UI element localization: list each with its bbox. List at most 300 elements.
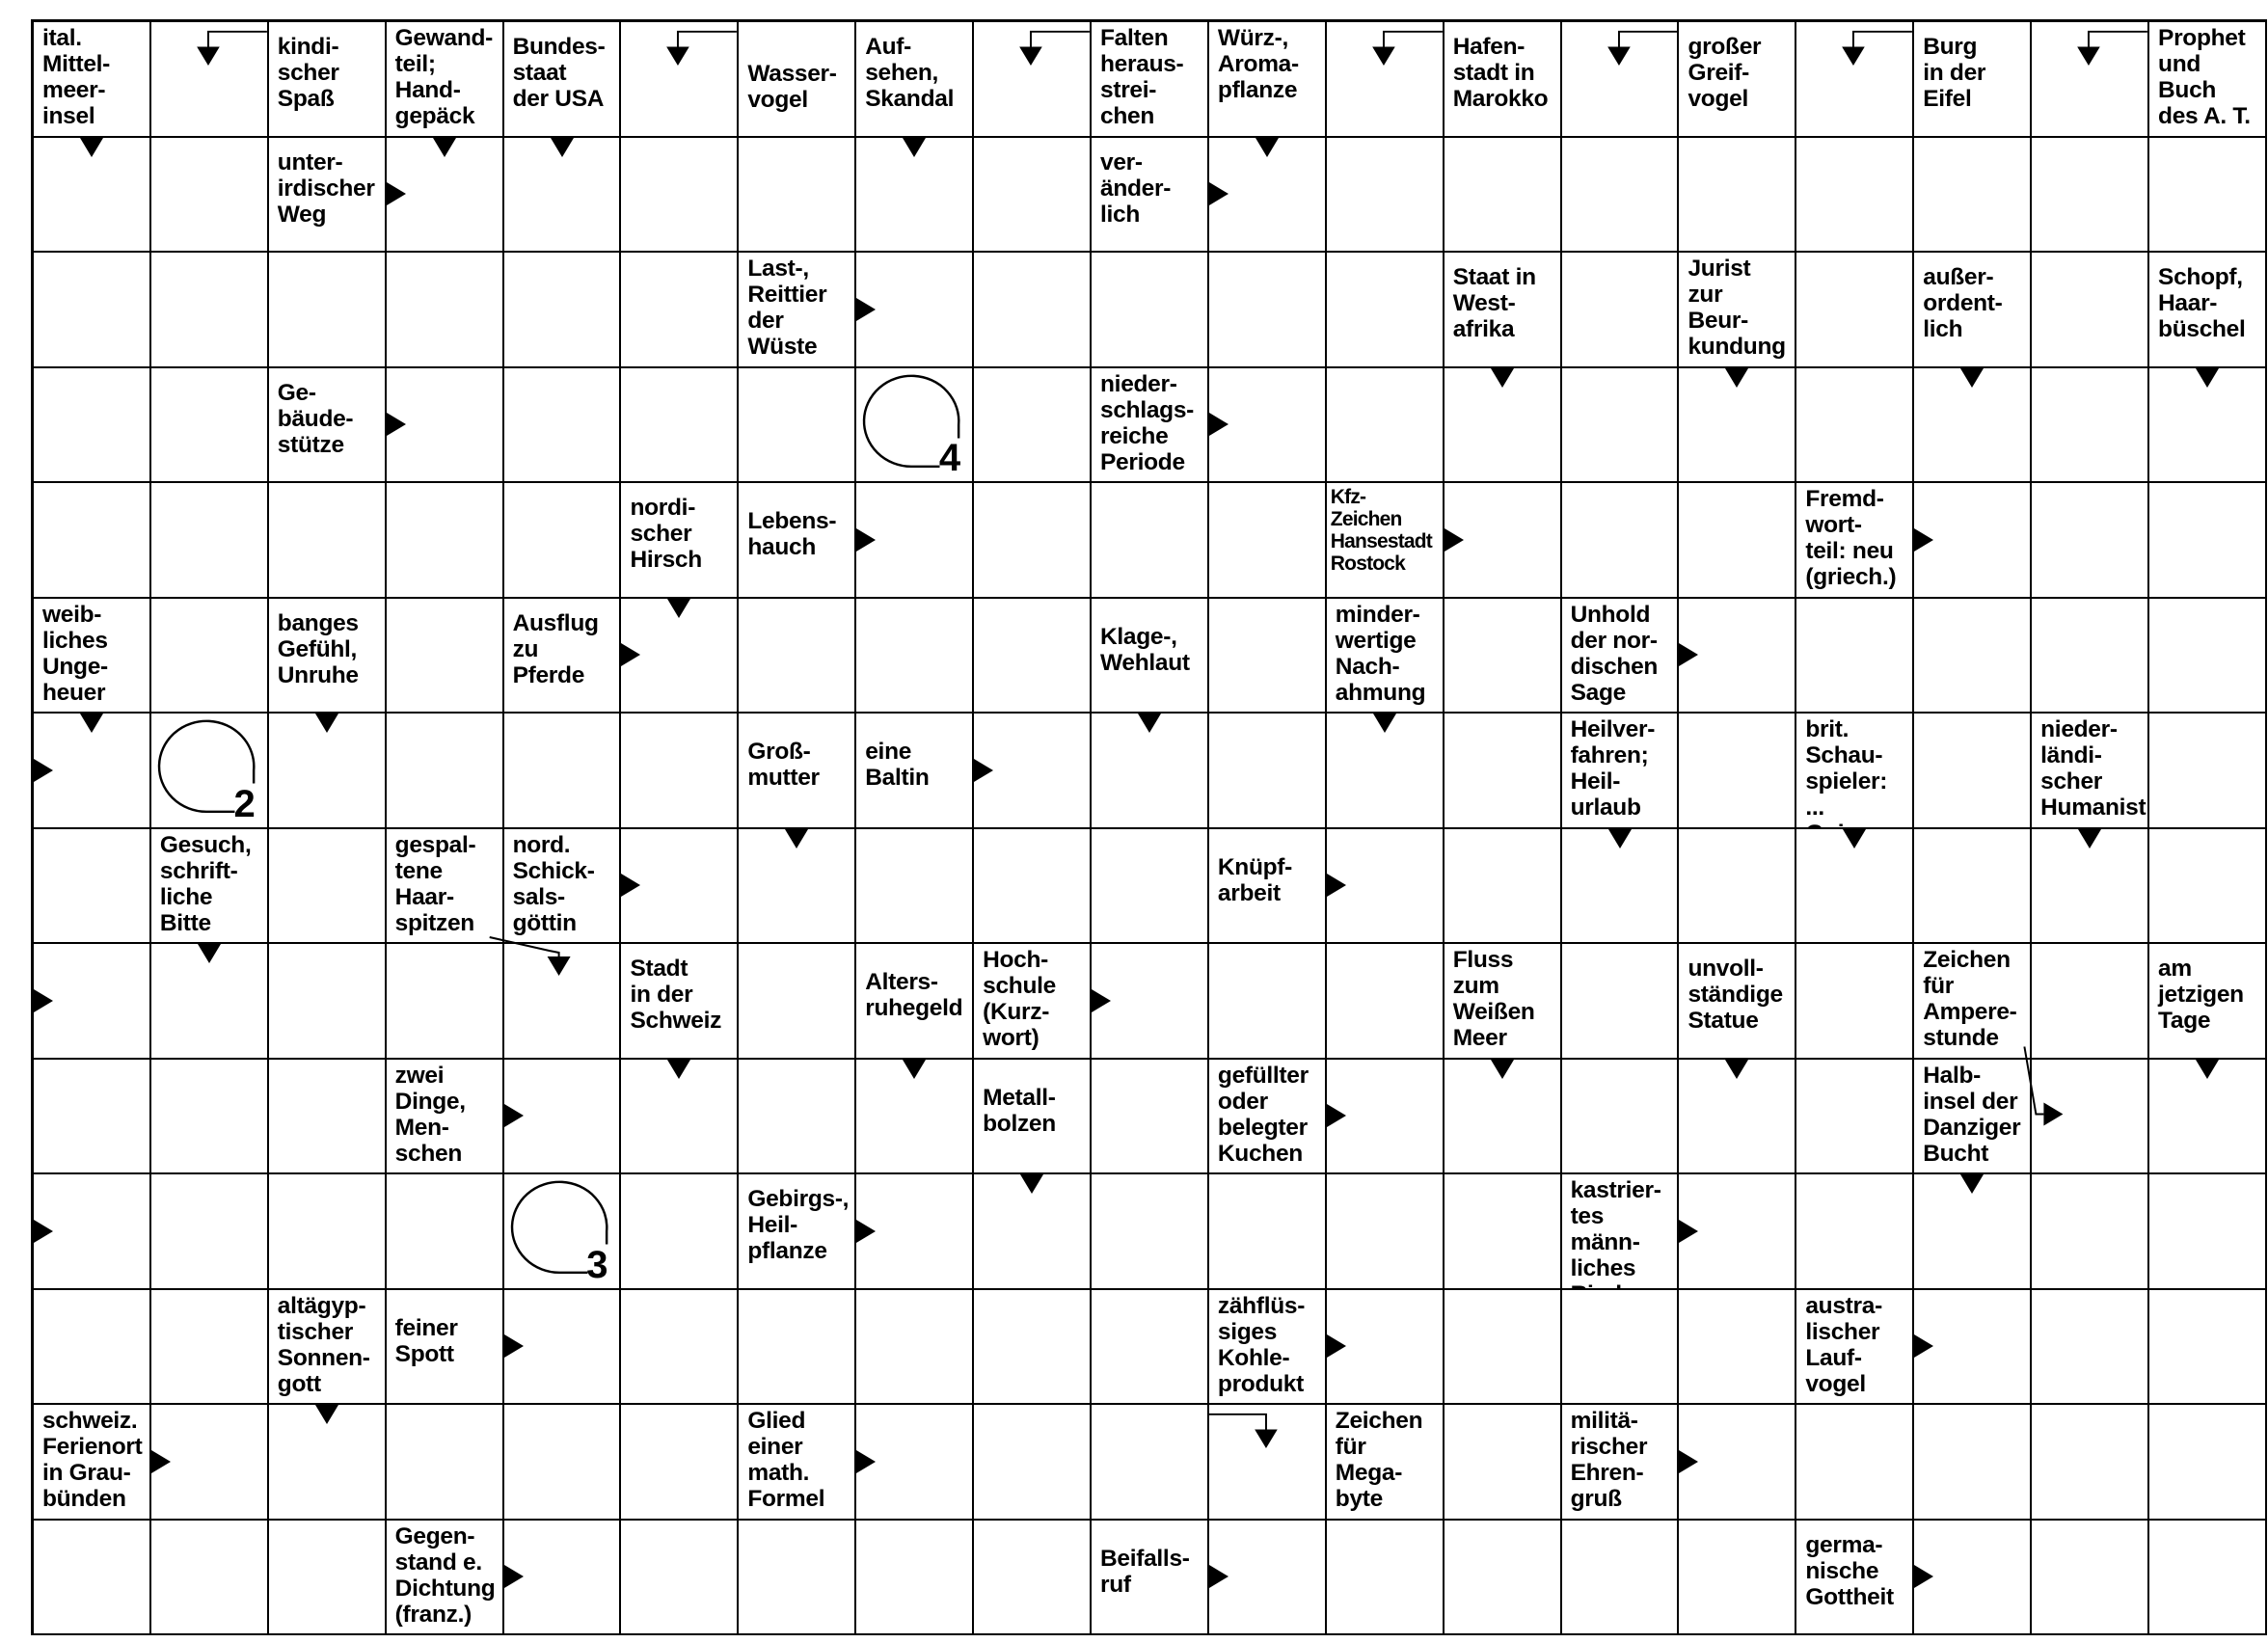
clue-cell bbox=[739, 22, 856, 138]
arrow-right-icon bbox=[1327, 1104, 1346, 1127]
arrow-down-icon bbox=[1491, 1060, 1514, 1079]
clue-text: Gewand- teil; Hand- gepäck bbox=[394, 25, 494, 129]
answer-cell[interactable] bbox=[739, 138, 856, 254]
clue-cell bbox=[1796, 714, 1914, 829]
arrow-right-icon bbox=[1914, 1565, 1933, 1588]
arrow-right-icon bbox=[974, 759, 993, 782]
clue-text: germa- nische Gottheit bbox=[1805, 1531, 1894, 1610]
answer-cell[interactable] bbox=[621, 138, 739, 254]
clue-text: Metall- bolzen bbox=[983, 1084, 1056, 1137]
clue-cell bbox=[1444, 253, 1562, 368]
clue-text: militä- rischer Ehren- gruß bbox=[1570, 1408, 1648, 1512]
arrow-bent-icon bbox=[621, 22, 737, 136]
answer-cell[interactable] bbox=[1209, 714, 1327, 829]
solution-number: 2 bbox=[233, 782, 256, 825]
clue-cell bbox=[387, 829, 504, 945]
answer-cell[interactable] bbox=[2032, 1174, 2149, 1290]
clue-text: gespal- tene Haar- spitzen bbox=[394, 831, 476, 936]
answer-cell[interactable] bbox=[856, 1290, 974, 1406]
clue-text: minder- wertige Nach- ahmung bbox=[1335, 601, 1426, 706]
clue-text: Beifalls- ruf bbox=[1100, 1545, 1190, 1598]
answer-cell[interactable] bbox=[151, 1060, 269, 1175]
answer-cell[interactable] bbox=[1327, 944, 1444, 1060]
clue-text: nord. Schick- sals- göttin bbox=[512, 831, 595, 936]
answer-cell[interactable] bbox=[1796, 944, 1914, 1060]
answer-cell[interactable] bbox=[34, 944, 151, 1060]
answer-cell[interactable] bbox=[856, 829, 974, 945]
answer-cell[interactable] bbox=[974, 1405, 1092, 1521]
answer-cell[interactable] bbox=[739, 599, 856, 714]
clue-text: Bundes- staat der USA bbox=[512, 34, 606, 112]
answer-cell[interactable] bbox=[1327, 368, 1444, 484]
answer-cell[interactable] bbox=[1679, 1521, 1796, 1636]
answer-cell[interactable] bbox=[1562, 483, 1680, 599]
arrow-right-icon bbox=[1209, 182, 1228, 205]
answer-cell[interactable] bbox=[387, 1405, 504, 1521]
answer-cell[interactable] bbox=[1327, 1521, 1444, 1636]
arrow-right-icon bbox=[504, 1565, 524, 1588]
arrow-down-icon bbox=[2196, 368, 2219, 388]
clue-text: zähflüs- siges Kohle- produkt bbox=[1217, 1292, 1306, 1397]
answer-cell[interactable] bbox=[1444, 1290, 1562, 1406]
clue-cell bbox=[34, 1405, 151, 1521]
answer-cell[interactable] bbox=[387, 714, 504, 829]
answer-cell[interactable] bbox=[387, 1174, 504, 1290]
answer-cell[interactable] bbox=[1209, 944, 1327, 1060]
clue-cell bbox=[504, 22, 622, 138]
arrow-down-icon bbox=[785, 829, 808, 848]
answer-cell[interactable] bbox=[1796, 22, 1914, 138]
answer-cell[interactable] bbox=[387, 253, 504, 368]
answer-cell[interactable] bbox=[151, 1521, 269, 1636]
answer-cell[interactable] bbox=[1209, 253, 1327, 368]
clue-cell bbox=[621, 483, 739, 599]
answer-cell[interactable] bbox=[34, 253, 151, 368]
clue-cell bbox=[504, 829, 622, 945]
clue-text: Burg in der Eifel bbox=[1923, 34, 1986, 112]
clue-text: Groß- mutter bbox=[747, 739, 820, 791]
answer-cell[interactable] bbox=[1444, 714, 1562, 829]
answer-cell[interactable] bbox=[739, 1521, 856, 1636]
clue-cell bbox=[269, 1290, 387, 1406]
arrow-bent-icon bbox=[1209, 1405, 1325, 1519]
answer-cell[interactable] bbox=[504, 368, 622, 484]
answer-cell[interactable] bbox=[269, 483, 387, 599]
clue-cell bbox=[1092, 22, 1209, 138]
arrow-down-icon bbox=[1608, 829, 1632, 848]
clue-cell bbox=[1209, 1290, 1327, 1406]
clue-text: ver- änder- lich bbox=[1100, 148, 1172, 228]
clue-cell bbox=[1796, 1290, 1914, 1406]
clue-cell bbox=[1562, 1174, 1680, 1290]
arrow-bent-icon bbox=[1562, 22, 1678, 136]
answer-cell[interactable] bbox=[1444, 829, 1562, 945]
clue-cell bbox=[856, 944, 974, 1060]
answer-cell[interactable] bbox=[1092, 1060, 1209, 1175]
answer-cell[interactable] bbox=[1092, 253, 1209, 368]
answer-cell[interactable] bbox=[2032, 1290, 2149, 1406]
answer-cell[interactable] bbox=[34, 1290, 151, 1406]
clue-text: Stadt in der Schweiz bbox=[630, 956, 722, 1034]
arrow-right-icon bbox=[856, 298, 876, 321]
answer-cell[interactable] bbox=[2032, 599, 2149, 714]
arrow-right-icon bbox=[1679, 1220, 1698, 1243]
clue-text: Alters- ruhegeld bbox=[865, 969, 963, 1021]
answer-cell[interactable] bbox=[2149, 483, 2267, 599]
answer-cell[interactable] bbox=[34, 1174, 151, 1290]
answer-cell[interactable] bbox=[621, 22, 739, 138]
answer-cell[interactable] bbox=[2149, 1174, 2267, 1290]
clue-text: altägyp- tischer Sonnen- gott bbox=[277, 1292, 370, 1397]
answer-cell[interactable] bbox=[151, 483, 269, 599]
clue-cell bbox=[1327, 599, 1444, 714]
answer-cell[interactable] bbox=[269, 944, 387, 1060]
clue-text: zwei Dinge, Men- schen bbox=[394, 1062, 466, 1167]
answer-cell[interactable] bbox=[1092, 1290, 1209, 1406]
answer-cell[interactable] bbox=[387, 944, 504, 1060]
clue-text: Klage-, Wehlaut bbox=[1100, 623, 1190, 676]
answer-cell[interactable] bbox=[151, 368, 269, 484]
clue-text: Auf- sehen, Skandal bbox=[865, 34, 955, 112]
answer-cell[interactable] bbox=[1914, 599, 2032, 714]
answer-cell[interactable] bbox=[1796, 1405, 1914, 1521]
answer-cell[interactable] bbox=[34, 483, 151, 599]
answer-cell[interactable] bbox=[1914, 829, 2032, 945]
arrow-right-icon bbox=[1327, 874, 1346, 897]
answer-cell[interactable] bbox=[2149, 599, 2267, 714]
answer-cell[interactable] bbox=[1796, 253, 1914, 368]
clue-text: unvoll- ständige Statue bbox=[1688, 956, 1783, 1034]
arrow-right-icon bbox=[621, 874, 640, 897]
arrow-down-icon bbox=[551, 138, 574, 157]
answer-cell[interactable] bbox=[1562, 253, 1680, 368]
arrow-down-icon bbox=[315, 714, 338, 733]
clue-cell bbox=[1796, 483, 1914, 599]
clue-cell bbox=[1209, 1060, 1327, 1175]
clue-cell bbox=[1914, 1060, 2032, 1175]
clue-cell bbox=[2149, 253, 2267, 368]
clue-text: Hafen- stadt in Marokko bbox=[1452, 34, 1549, 112]
clue-cell bbox=[387, 1290, 504, 1406]
answer-cell[interactable] bbox=[1679, 829, 1796, 945]
answer-cell[interactable] bbox=[974, 483, 1092, 599]
answer-cell[interactable] bbox=[1209, 1174, 1327, 1290]
crossword-grid bbox=[31, 19, 2267, 1635]
answer-cell[interactable] bbox=[1327, 22, 1444, 138]
answer-cell[interactable] bbox=[2032, 1405, 2149, 1521]
answer-cell[interactable] bbox=[621, 714, 739, 829]
answer-cell[interactable] bbox=[151, 599, 269, 714]
answer-cell[interactable] bbox=[621, 253, 739, 368]
clue-cell bbox=[621, 944, 739, 1060]
arrow-down-icon bbox=[1960, 368, 1984, 388]
arrow-down-icon bbox=[1256, 138, 1279, 157]
arrow-right-icon bbox=[1679, 643, 1698, 666]
clue-cell bbox=[1092, 138, 1209, 254]
clue-text: unter- irdischer Weg bbox=[277, 148, 375, 228]
answer-cell[interactable] bbox=[974, 368, 1092, 484]
answer-cell[interactable] bbox=[1562, 22, 1680, 138]
clue-text: Gesuch, schrift- liche Bitte bbox=[159, 831, 252, 936]
clue-text: außer- ordent- lich bbox=[1923, 264, 2003, 342]
clue-text: Ge- bäude- stütze bbox=[277, 379, 354, 458]
answer-cell[interactable] bbox=[1327, 138, 1444, 254]
arrow-right-icon bbox=[1914, 528, 1933, 552]
answer-cell[interactable] bbox=[34, 829, 151, 945]
answer-cell[interactable] bbox=[1092, 483, 1209, 599]
answer-cell[interactable] bbox=[2032, 944, 2149, 1060]
answer-cell[interactable] bbox=[1796, 138, 1914, 254]
answer-cell[interactable] bbox=[621, 1290, 739, 1406]
answer-cell[interactable] bbox=[151, 253, 269, 368]
solution-number: 4 bbox=[938, 437, 961, 479]
answer-cell[interactable] bbox=[1327, 253, 1444, 368]
clue-cell bbox=[387, 22, 504, 138]
answer-cell[interactable] bbox=[1796, 1174, 1914, 1290]
answer-cell[interactable] bbox=[2149, 1405, 2267, 1521]
answer-cell[interactable] bbox=[2032, 22, 2149, 138]
answer-cell[interactable] bbox=[2032, 138, 2149, 254]
arrow-right-icon bbox=[34, 989, 53, 1012]
arrow-right-icon bbox=[856, 1220, 876, 1243]
answer-cell[interactable] bbox=[739, 944, 856, 1060]
answer-cell[interactable] bbox=[1092, 1174, 1209, 1290]
clue-cell bbox=[1327, 1405, 1444, 1521]
clue-cell bbox=[1914, 253, 2032, 368]
arrow-down-icon bbox=[1725, 1060, 1748, 1079]
answer-cell[interactable] bbox=[739, 368, 856, 484]
answer-cell[interactable] bbox=[621, 368, 739, 484]
answer-cell[interactable] bbox=[2032, 253, 2149, 368]
clue-cell bbox=[739, 1174, 856, 1290]
answer-cell[interactable] bbox=[504, 483, 622, 599]
arrow-down-icon bbox=[315, 1405, 338, 1424]
clue-text: Glied einer math. Formel bbox=[747, 1408, 825, 1512]
clue-cell bbox=[1562, 599, 1680, 714]
answer-cell[interactable] bbox=[1209, 483, 1327, 599]
answer-cell[interactable] bbox=[1092, 829, 1209, 945]
arrow-right-icon bbox=[504, 1334, 524, 1358]
answer-cell[interactable] bbox=[504, 944, 622, 1060]
answer-cell[interactable] bbox=[974, 1521, 1092, 1636]
answer-cell[interactable] bbox=[974, 829, 1092, 945]
arrow-down-icon bbox=[1843, 829, 1866, 848]
clue-cell bbox=[269, 22, 387, 138]
clue-cell bbox=[1444, 22, 1562, 138]
answer-cell[interactable] bbox=[856, 1521, 974, 1636]
clue-cell bbox=[1679, 944, 1796, 1060]
answer-cell[interactable] bbox=[269, 829, 387, 945]
arrow-down-icon bbox=[2078, 829, 2101, 848]
answer-cell[interactable] bbox=[387, 599, 504, 714]
clue-cell bbox=[1679, 22, 1796, 138]
answer-cell[interactable] bbox=[621, 1405, 739, 1521]
clue-cell bbox=[1209, 22, 1327, 138]
clue-cell bbox=[974, 1060, 1092, 1175]
answer-cell[interactable] bbox=[2149, 714, 2267, 829]
clue-text: Fremd- wort- teil: neu (griech.) bbox=[1805, 486, 1897, 590]
answer-cell[interactable] bbox=[856, 599, 974, 714]
answer-cell[interactable] bbox=[151, 1174, 269, 1290]
arrow-down-icon bbox=[1020, 1174, 1043, 1194]
answer-cell[interactable] bbox=[1679, 483, 1796, 599]
answer-cell[interactable] bbox=[2032, 1060, 2149, 1175]
clue-text: kastrier- tes männ- liches bbox=[1570, 1177, 1661, 1281]
arrow-down-icon bbox=[80, 714, 103, 733]
answer-cell[interactable] bbox=[2149, 138, 2267, 254]
arrow-down-icon bbox=[1725, 368, 1748, 388]
answer-cell[interactable] bbox=[1679, 1290, 1796, 1406]
clue-text: Gegen- stand e. Dichtung (franz.) bbox=[394, 1522, 496, 1628]
answer-cell[interactable] bbox=[34, 1521, 151, 1636]
clue-cell bbox=[151, 829, 269, 945]
arrow-down-icon bbox=[80, 138, 103, 157]
clue-text: Hoch- schule (Kurz- wort) bbox=[983, 947, 1056, 1051]
answer-cell[interactable] bbox=[974, 138, 1092, 254]
clue-text: Würz-, Aroma- pflanze bbox=[1217, 25, 1299, 103]
answer-cell[interactable] bbox=[1796, 1060, 1914, 1175]
answer-cell[interactable] bbox=[504, 714, 622, 829]
arrow-bent-icon bbox=[151, 22, 267, 136]
answer-cell[interactable] bbox=[1679, 138, 1796, 254]
solution-cell[interactable] bbox=[504, 1174, 622, 1290]
answer-cell[interactable] bbox=[739, 1290, 856, 1406]
clue-cell bbox=[1914, 944, 2032, 1060]
clue-cell bbox=[34, 599, 151, 714]
answer-cell[interactable] bbox=[151, 22, 269, 138]
clue-text: Halb- insel der Danziger Bucht bbox=[1923, 1062, 2021, 1167]
answer-cell[interactable] bbox=[1796, 368, 1914, 484]
answer-cell[interactable] bbox=[269, 1060, 387, 1175]
clue-text: schweiz. Ferienort in Grau- bünden bbox=[42, 1408, 143, 1512]
clue-cell bbox=[269, 138, 387, 254]
arrow-right-icon bbox=[151, 1450, 171, 1473]
answer-cell[interactable] bbox=[1562, 944, 1680, 1060]
answer-cell[interactable] bbox=[1562, 1060, 1680, 1175]
arrow-right-icon bbox=[1209, 1565, 1228, 1588]
clue-text: Last-, Reittier der Wüste bbox=[747, 256, 827, 360]
arrow-right-icon bbox=[34, 1220, 53, 1243]
clue-cell bbox=[1562, 714, 1680, 829]
solution-cell[interactable] bbox=[151, 714, 269, 829]
clue-text: Unhold der nor- dischen Sage bbox=[1570, 601, 1659, 706]
clue-text: Kfz- Zeichen Hansestadt Rostock bbox=[1330, 486, 1433, 575]
clue-cell bbox=[504, 599, 622, 714]
arrow-down-icon bbox=[1373, 714, 1396, 733]
answer-cell[interactable] bbox=[1444, 1174, 1562, 1290]
arrow-right-icon bbox=[856, 528, 876, 552]
solution-cell[interactable] bbox=[856, 368, 974, 484]
answer-cell[interactable] bbox=[269, 1174, 387, 1290]
answer-cell[interactable] bbox=[2032, 1521, 2149, 1636]
answer-cell[interactable] bbox=[2149, 1290, 2267, 1406]
answer-cell[interactable] bbox=[1327, 1174, 1444, 1290]
clue-cell bbox=[856, 22, 974, 138]
clue-cell bbox=[739, 483, 856, 599]
answer-cell[interactable] bbox=[1444, 599, 1562, 714]
answer-cell[interactable] bbox=[1562, 138, 1680, 254]
answer-cell[interactable] bbox=[1914, 138, 2032, 254]
arrow-bent-icon bbox=[1327, 22, 1443, 136]
answer-cell[interactable] bbox=[621, 1521, 739, 1636]
answer-cell[interactable] bbox=[151, 1290, 269, 1406]
answer-cell[interactable] bbox=[269, 253, 387, 368]
arrow-down-icon bbox=[433, 138, 456, 157]
clue-text: weib- liches Unge- heuer bbox=[42, 601, 108, 706]
clue-cell bbox=[1209, 829, 1327, 945]
clue-text: Knüpf- arbeit bbox=[1217, 853, 1293, 906]
answer-cell[interactable] bbox=[2032, 368, 2149, 484]
arrow-right-icon bbox=[34, 759, 53, 782]
clue-text: gefüllter oder belegter Kuchen bbox=[1217, 1062, 1309, 1167]
arrow-bent-icon bbox=[974, 22, 1090, 136]
arrow-down-icon bbox=[903, 1060, 926, 1079]
answer-cell[interactable] bbox=[1914, 1405, 2032, 1521]
clue-text: großer Greif- vogel bbox=[1688, 34, 1762, 112]
answer-cell[interactable] bbox=[34, 1060, 151, 1175]
clue-cell bbox=[1092, 599, 1209, 714]
clue-cell bbox=[1562, 1405, 1680, 1521]
answer-cell[interactable] bbox=[269, 1521, 387, 1636]
answer-cell[interactable] bbox=[739, 1060, 856, 1175]
answer-cell[interactable] bbox=[1444, 138, 1562, 254]
answer-cell[interactable] bbox=[1562, 1521, 1680, 1636]
answer-cell[interactable] bbox=[621, 1174, 739, 1290]
answer-cell[interactable] bbox=[1796, 599, 1914, 714]
solution-number: 3 bbox=[586, 1243, 608, 1286]
answer-cell[interactable] bbox=[151, 138, 269, 254]
answer-cell[interactable] bbox=[504, 253, 622, 368]
crossword-puzzle bbox=[31, 19, 2265, 1639]
answer-cell[interactable] bbox=[34, 368, 151, 484]
answer-cell[interactable] bbox=[974, 22, 1092, 138]
clue-cell bbox=[34, 22, 151, 138]
arrow-right-icon bbox=[1327, 1334, 1346, 1358]
arrow-right-icon bbox=[621, 643, 640, 666]
answer-cell[interactable] bbox=[1562, 368, 1680, 484]
answer-cell[interactable] bbox=[1562, 1290, 1680, 1406]
answer-cell[interactable] bbox=[1679, 714, 1796, 829]
answer-cell[interactable] bbox=[2032, 483, 2149, 599]
clue-text: Zeichen für Mega- byte bbox=[1335, 1408, 1423, 1512]
answer-cell[interactable] bbox=[387, 483, 504, 599]
clue-text: Ausflug zu Pferde bbox=[512, 609, 599, 688]
clue-text: Staat in West- afrika bbox=[1452, 264, 1536, 342]
clue-text: Schopf, Haar- büschel bbox=[2158, 264, 2246, 342]
answer-cell[interactable] bbox=[974, 253, 1092, 368]
answer-cell[interactable] bbox=[1914, 714, 2032, 829]
arrow-bent-icon bbox=[1796, 22, 1912, 136]
clue-text: ital. Mittel- meer- insel bbox=[42, 25, 111, 129]
answer-cell[interactable] bbox=[2149, 829, 2267, 945]
clue-text: Heilver- fahren; Heil- urlaub bbox=[1570, 716, 1656, 821]
answer-cell[interactable] bbox=[1444, 1521, 1562, 1636]
answer-cell[interactable] bbox=[2149, 1521, 2267, 1636]
clue-cell bbox=[1914, 22, 2032, 138]
answer-cell[interactable] bbox=[974, 1290, 1092, 1406]
arrow-down-icon bbox=[667, 1060, 690, 1079]
answer-cell[interactable] bbox=[974, 599, 1092, 714]
answer-cell[interactable] bbox=[504, 1405, 622, 1521]
answer-cell[interactable] bbox=[1209, 599, 1327, 714]
clue-cell bbox=[1092, 368, 1209, 484]
answer-cell[interactable] bbox=[1092, 1405, 1209, 1521]
arrow-down-icon bbox=[1138, 714, 1161, 733]
clue-text: kindi- scher Spaß bbox=[277, 34, 339, 112]
answer-cell[interactable] bbox=[1209, 1405, 1327, 1521]
answer-cell[interactable] bbox=[1444, 1405, 1562, 1521]
clue-text: Fluss zum Weißen Meer bbox=[1452, 947, 1535, 1051]
